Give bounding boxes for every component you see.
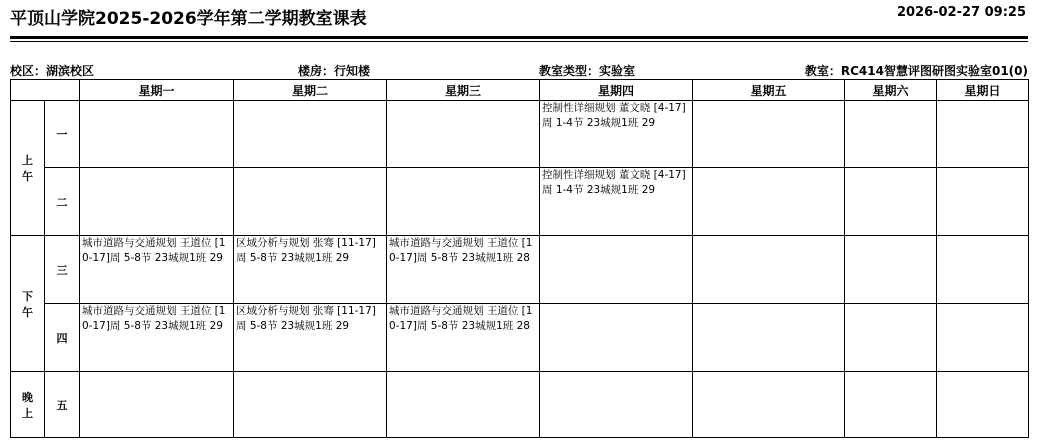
course-cell — [540, 168, 693, 236]
print-timestamp: 2026-02-27 09:25 — [896, 5, 1026, 20]
cell-empty — [234, 372, 387, 438]
course-cell — [80, 236, 234, 304]
header-row — [11, 80, 1029, 101]
period-evening: 晚 上 — [11, 372, 45, 438]
cell-empty — [693, 372, 845, 438]
cell-empty — [693, 101, 845, 168]
cell-empty — [845, 101, 937, 168]
course-text: 城市道路与交通规划 王道位 [10-17]周 5-8节 23城规1班 29 — [82, 237, 226, 264]
period-morning: 上 午 — [11, 101, 45, 236]
course-text: 城市道路与交通规划 王道位 [10-17]周 5-8节 23城规1班 28 — [389, 305, 533, 332]
room-type-value: 实验室 — [599, 64, 636, 78]
cell-empty — [387, 168, 540, 236]
course-text: 区域分析与规划 张骞 [11-17]周 5-8节 23城规1班 29 — [236, 237, 376, 264]
cell-empty — [845, 168, 937, 236]
cell-empty — [845, 372, 937, 438]
campus-info — [10, 62, 94, 79]
cell-empty — [387, 101, 540, 168]
course-cell — [387, 304, 540, 372]
cell-empty — [693, 236, 845, 304]
cell-empty — [937, 372, 1029, 438]
cell-empty — [693, 168, 845, 236]
cell-empty — [693, 304, 845, 372]
cell-empty — [937, 304, 1029, 372]
course-text: 城市道路与交通规划 王道位 [10-17]周 5-8节 23城规1班 29 — [82, 305, 226, 332]
timetable — [10, 79, 1029, 438]
course-text: 城市道路与交通规划 王道位 [10-17]周 5-8节 23城规1班 28 — [389, 237, 533, 264]
room-label: 教室： — [804, 64, 841, 78]
table-row — [11, 372, 1029, 438]
day-header-sun: 星期日 — [937, 80, 1029, 101]
cell-empty — [845, 236, 937, 304]
room-type-label: 教室类型： — [539, 64, 600, 78]
cell-empty — [540, 236, 693, 304]
header-rule-thick — [10, 36, 1028, 39]
header-rule-thin — [10, 41, 1028, 42]
cell-empty — [540, 372, 693, 438]
cell-empty — [845, 304, 937, 372]
day-header-thu: 星期四 — [540, 80, 693, 101]
table-row — [11, 304, 1029, 372]
course-text: 控制性详细规划 董文晓 [4-17]周 1-4节 23城规1班 29 — [542, 102, 686, 129]
cell-empty — [937, 101, 1029, 168]
cell-empty — [234, 168, 387, 236]
course-cell — [80, 304, 234, 372]
cell-empty — [80, 101, 234, 168]
course-text: 控制性详细规划 董文晓 [4-17]周 1-4节 23城规1班 29 — [542, 169, 686, 196]
table-row — [11, 168, 1029, 236]
slot-4: 四 — [45, 304, 80, 372]
day-header-sat: 星期六 — [845, 80, 937, 101]
page-title: 平顶山学院2025-2026学年第二学期教室课表 — [10, 9, 367, 29]
corner-cell — [11, 80, 80, 101]
slot-5: 五 — [45, 372, 80, 438]
cell-empty — [937, 168, 1029, 236]
cell-empty — [80, 168, 234, 236]
room-type-info — [539, 62, 635, 79]
slot-3: 三 — [45, 236, 80, 304]
course-text: 区域分析与规划 张骞 [11-17]周 5-8节 23城规1班 29 — [236, 305, 376, 332]
day-header-tue: 星期二 — [234, 80, 387, 101]
period-afternoon: 下 午 — [11, 236, 45, 372]
day-header-fri: 星期五 — [693, 80, 845, 101]
course-cell — [234, 304, 387, 372]
cell-empty — [80, 372, 234, 438]
slot-2: 二 — [45, 168, 80, 236]
course-cell — [540, 101, 693, 168]
building-value: 行知楼 — [334, 64, 371, 78]
cell-empty — [937, 236, 1029, 304]
building-label: 楼房： — [298, 64, 335, 78]
cell-empty — [540, 304, 693, 372]
day-header-mon: 星期一 — [80, 80, 234, 101]
room-info — [805, 62, 1028, 79]
course-cell — [234, 236, 387, 304]
building-info — [298, 62, 370, 79]
table-row — [11, 236, 1029, 304]
campus-value: 湖滨校区 — [46, 64, 95, 78]
day-header-wed: 星期三 — [387, 80, 540, 101]
table-row — [11, 101, 1029, 168]
cell-empty — [234, 101, 387, 168]
slot-1: 一 — [45, 101, 80, 168]
course-cell — [387, 236, 540, 304]
cell-empty — [387, 372, 540, 438]
campus-label: 校区： — [10, 64, 47, 78]
room-value: RC414智慧评图研图实验室01(0) — [840, 64, 1028, 78]
